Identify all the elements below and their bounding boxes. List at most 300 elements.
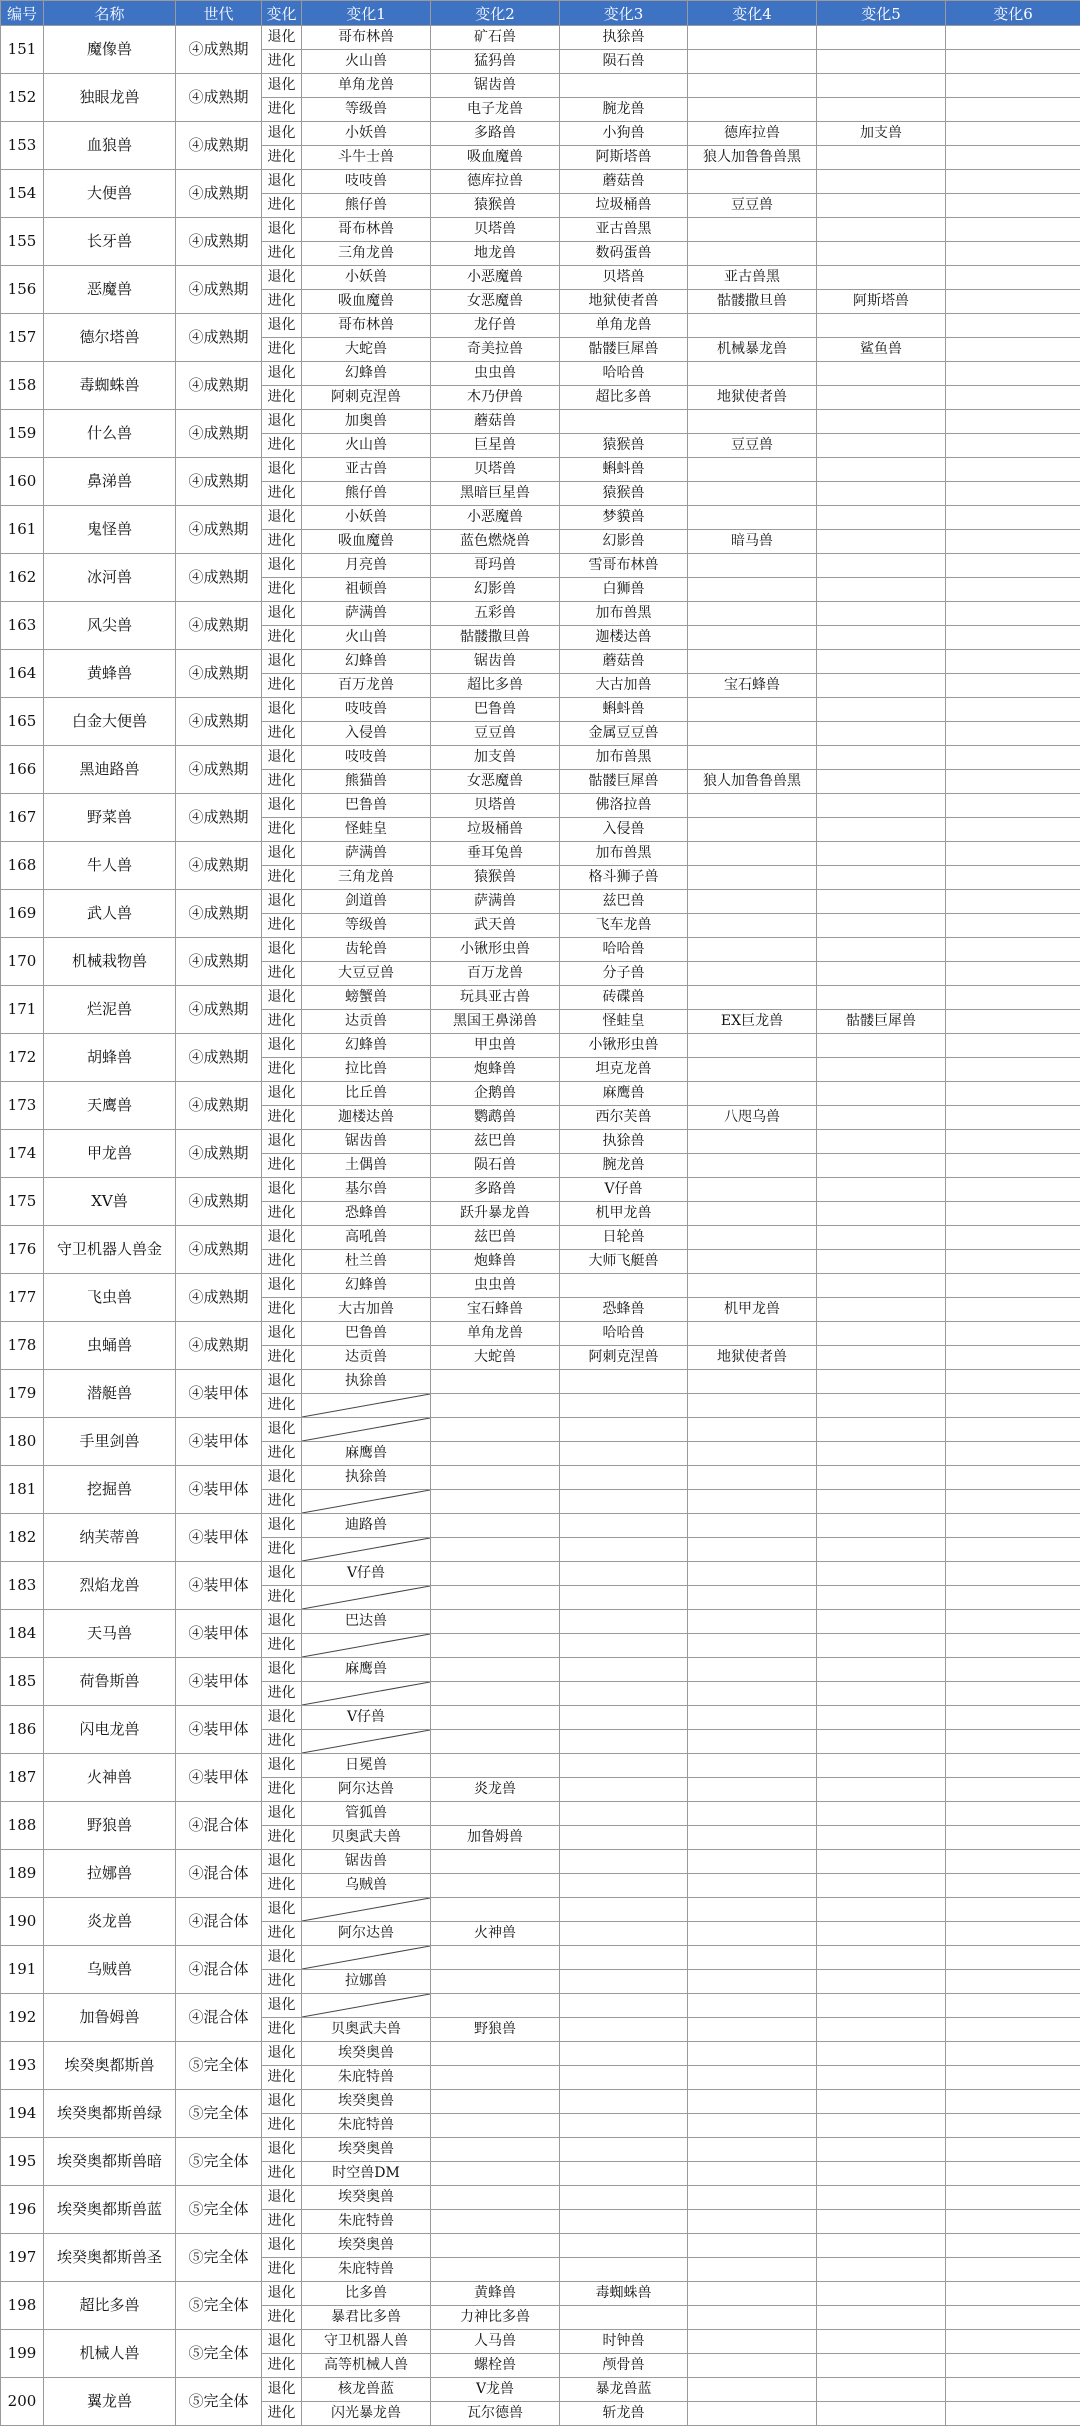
cell-change3[interactable]: 雪哥布林兽 bbox=[560, 554, 688, 578]
cell-name[interactable]: 荷鲁斯兽 bbox=[44, 1658, 176, 1706]
cell-change3[interactable] bbox=[560, 1850, 688, 1874]
cell-change4[interactable] bbox=[688, 1898, 817, 1922]
cell-change-type[interactable]: 退化 bbox=[262, 650, 302, 674]
cell-name[interactable]: 手里剑兽 bbox=[44, 1418, 176, 1466]
cell-name[interactable]: 拉娜兽 bbox=[44, 1850, 176, 1898]
cell-change2[interactable]: 吸血魔兽 bbox=[431, 146, 560, 170]
cell-change6[interactable] bbox=[946, 2186, 1080, 2210]
cell-change4[interactable] bbox=[688, 2354, 817, 2378]
cell-change3[interactable] bbox=[560, 1826, 688, 1850]
cell-change-type[interactable]: 进化 bbox=[262, 338, 302, 362]
cell-change5[interactable] bbox=[817, 1538, 946, 1562]
cell-change6[interactable] bbox=[946, 818, 1080, 842]
cell-change4[interactable] bbox=[688, 1274, 817, 1298]
cell-change4[interactable] bbox=[688, 1202, 817, 1226]
cell-change4[interactable] bbox=[688, 2306, 817, 2330]
cell-change6[interactable] bbox=[946, 746, 1080, 770]
cell-change1[interactable]: 执狳兽 bbox=[302, 1370, 431, 1394]
cell-change5[interactable] bbox=[817, 578, 946, 602]
cell-change2[interactable]: 多路兽 bbox=[431, 1178, 560, 1202]
cell-change-type[interactable]: 进化 bbox=[262, 2114, 302, 2138]
cell-change-type[interactable]: 退化 bbox=[262, 74, 302, 98]
cell-change1[interactable]: 哥布林兽 bbox=[302, 218, 431, 242]
header-cell-change5[interactable]: 变化5 bbox=[817, 1, 946, 26]
cell-change5[interactable] bbox=[817, 194, 946, 218]
cell-change1[interactable]: 吸血魔兽 bbox=[302, 530, 431, 554]
cell-change6[interactable] bbox=[946, 1202, 1080, 1226]
cell-generation[interactable]: ④成熟期 bbox=[176, 218, 262, 266]
cell-change-type[interactable]: 进化 bbox=[262, 1682, 302, 1706]
cell-change1[interactable]: 幻蜂兽 bbox=[302, 1274, 431, 1298]
cell-change6[interactable] bbox=[946, 1490, 1080, 1514]
cell-change-type[interactable]: 进化 bbox=[262, 1826, 302, 1850]
cell-change6[interactable] bbox=[946, 1634, 1080, 1658]
cell-change-type[interactable]: 进化 bbox=[262, 50, 302, 74]
cell-change2[interactable]: 蓝色燃烧兽 bbox=[431, 530, 560, 554]
cell-change4[interactable] bbox=[688, 1754, 817, 1778]
cell-generation[interactable]: ④成熟期 bbox=[176, 362, 262, 410]
cell-change2[interactable]: 猿猴兽 bbox=[431, 866, 560, 890]
cell-change6[interactable] bbox=[946, 1802, 1080, 1826]
cell-change3[interactable]: 亚古兽黑 bbox=[560, 218, 688, 242]
cell-change3[interactable]: 阿刺克涅兽 bbox=[560, 1346, 688, 1370]
cell-change-type[interactable]: 退化 bbox=[262, 1370, 302, 1394]
cell-change1[interactable]: 熊仔兽 bbox=[302, 194, 431, 218]
cell-change4[interactable] bbox=[688, 1610, 817, 1634]
cell-change6[interactable] bbox=[946, 290, 1080, 314]
cell-change2[interactable]: 超比多兽 bbox=[431, 674, 560, 698]
cell-name[interactable]: 纳芙蒂兽 bbox=[44, 1514, 176, 1562]
cell-generation[interactable]: ④成熟期 bbox=[176, 890, 262, 938]
cell-change4[interactable] bbox=[688, 242, 817, 266]
cell-change2[interactable]: 甲虫兽 bbox=[431, 1034, 560, 1058]
cell-name[interactable]: 潜艇兽 bbox=[44, 1370, 176, 1418]
cell-change3[interactable]: 坦克龙兽 bbox=[560, 1058, 688, 1082]
cell-change2[interactable]: 黑国王鼻涕兽 bbox=[431, 1010, 560, 1034]
cell-change2[interactable]: 加鲁姆兽 bbox=[431, 1826, 560, 1850]
cell-change-type[interactable]: 进化 bbox=[262, 2306, 302, 2330]
cell-change-type[interactable]: 进化 bbox=[262, 770, 302, 794]
cell-change2[interactable]: 小锹形虫兽 bbox=[431, 938, 560, 962]
cell-change-type[interactable]: 进化 bbox=[262, 1202, 302, 1226]
cell-change2[interactable]: 大蛇兽 bbox=[431, 1346, 560, 1370]
header-cell-change2[interactable]: 变化2 bbox=[431, 1, 560, 26]
cell-change2[interactable] bbox=[431, 1634, 560, 1658]
cell-generation[interactable]: ④成熟期 bbox=[176, 506, 262, 554]
cell-change1[interactable]: 暴君比多兽 bbox=[302, 2306, 431, 2330]
cell-change6[interactable] bbox=[946, 1442, 1080, 1466]
cell-change6[interactable] bbox=[946, 50, 1080, 74]
cell-generation[interactable]: ④装甲体 bbox=[176, 1658, 262, 1706]
cell-change2[interactable] bbox=[431, 1490, 560, 1514]
cell-change4[interactable] bbox=[688, 986, 817, 1010]
cell-change-type[interactable]: 进化 bbox=[262, 1634, 302, 1658]
cell-change4[interactable] bbox=[688, 170, 817, 194]
cell-name[interactable]: 野菜兽 bbox=[44, 794, 176, 842]
cell-change1[interactable]: 熊猫兽 bbox=[302, 770, 431, 794]
cell-change4[interactable] bbox=[688, 1658, 817, 1682]
cell-change-type[interactable]: 退化 bbox=[262, 1082, 302, 1106]
cell-change3[interactable] bbox=[560, 1994, 688, 2018]
cell-change1[interactable]: 幻蜂兽 bbox=[302, 1034, 431, 1058]
cell-change3[interactable]: 骷髅巨犀兽 bbox=[560, 770, 688, 794]
cell-change5[interactable] bbox=[817, 602, 946, 626]
cell-change-type[interactable]: 进化 bbox=[262, 962, 302, 986]
cell-change3[interactable]: 地狱使者兽 bbox=[560, 290, 688, 314]
cell-change3[interactable] bbox=[560, 2210, 688, 2234]
cell-change-type[interactable]: 退化 bbox=[262, 1514, 302, 1538]
cell-change5[interactable] bbox=[817, 50, 946, 74]
cell-change4[interactable]: 狼人加鲁鲁兽黑 bbox=[688, 146, 817, 170]
cell-change-type[interactable]: 退化 bbox=[262, 2090, 302, 2114]
cell-change1[interactable]: 管狐兽 bbox=[302, 1802, 431, 1826]
cell-change-type[interactable]: 退化 bbox=[262, 602, 302, 626]
cell-id[interactable]: 168 bbox=[1, 842, 44, 890]
cell-id[interactable]: 192 bbox=[1, 1994, 44, 2042]
cell-change2[interactable]: 百万龙兽 bbox=[431, 962, 560, 986]
cell-change4[interactable] bbox=[688, 962, 817, 986]
cell-change6[interactable] bbox=[946, 938, 1080, 962]
cell-change5[interactable] bbox=[817, 1682, 946, 1706]
cell-change6[interactable] bbox=[946, 602, 1080, 626]
cell-change-type[interactable]: 退化 bbox=[262, 1850, 302, 1874]
cell-change1[interactable]: 贝奥武夫兽 bbox=[302, 2018, 431, 2042]
cell-change2[interactable]: 炮蜂兽 bbox=[431, 1058, 560, 1082]
cell-change6[interactable] bbox=[946, 74, 1080, 98]
cell-change-type[interactable]: 退化 bbox=[262, 314, 302, 338]
cell-change4[interactable] bbox=[688, 2234, 817, 2258]
cell-generation[interactable]: ④装甲体 bbox=[176, 1514, 262, 1562]
cell-change4[interactable] bbox=[688, 410, 817, 434]
cell-change6[interactable] bbox=[946, 1034, 1080, 1058]
cell-change4[interactable] bbox=[688, 554, 817, 578]
cell-change1[interactable] bbox=[302, 1682, 431, 1706]
cell-change5[interactable] bbox=[817, 914, 946, 938]
cell-change2[interactable] bbox=[431, 2090, 560, 2114]
cell-change5[interactable] bbox=[817, 1058, 946, 1082]
cell-change2[interactable] bbox=[431, 1586, 560, 1610]
cell-change5[interactable] bbox=[817, 1082, 946, 1106]
cell-change4[interactable]: 机械暴龙兽 bbox=[688, 338, 817, 362]
cell-change5[interactable] bbox=[817, 1658, 946, 1682]
header-cell-change3[interactable]: 变化3 bbox=[560, 1, 688, 26]
cell-change3[interactable]: 梦貘兽 bbox=[560, 506, 688, 530]
cell-change2[interactable] bbox=[431, 2138, 560, 2162]
cell-change2[interactable] bbox=[431, 2210, 560, 2234]
cell-change6[interactable] bbox=[946, 890, 1080, 914]
cell-change-type[interactable]: 进化 bbox=[262, 866, 302, 890]
cell-change1[interactable]: 迪路兽 bbox=[302, 1514, 431, 1538]
cell-change2[interactable] bbox=[431, 2258, 560, 2282]
cell-change3[interactable] bbox=[560, 2018, 688, 2042]
cell-change1[interactable]: 亚古兽 bbox=[302, 458, 431, 482]
cell-change2[interactable]: 女恶魔兽 bbox=[431, 770, 560, 794]
cell-name[interactable]: XV兽 bbox=[44, 1178, 176, 1226]
cell-change2[interactable] bbox=[431, 1850, 560, 1874]
cell-change1[interactable] bbox=[302, 1730, 431, 1754]
cell-change1[interactable]: 入侵兽 bbox=[302, 722, 431, 746]
cell-change-type[interactable]: 进化 bbox=[262, 1586, 302, 1610]
cell-change3[interactable] bbox=[560, 1562, 688, 1586]
cell-change2[interactable]: 猿猴兽 bbox=[431, 194, 560, 218]
cell-change6[interactable] bbox=[946, 1298, 1080, 1322]
cell-name[interactable]: 挖掘兽 bbox=[44, 1466, 176, 1514]
cell-change6[interactable] bbox=[946, 2042, 1080, 2066]
cell-change6[interactable] bbox=[946, 1610, 1080, 1634]
cell-name[interactable]: 独眼龙兽 bbox=[44, 74, 176, 122]
cell-change4[interactable]: 德库拉兽 bbox=[688, 122, 817, 146]
cell-change3[interactable]: 垃圾桶兽 bbox=[560, 194, 688, 218]
cell-generation[interactable]: ④混合体 bbox=[176, 1898, 262, 1946]
cell-id[interactable]: 194 bbox=[1, 2090, 44, 2138]
cell-generation[interactable]: ④成熟期 bbox=[176, 650, 262, 698]
cell-change4[interactable]: EX巨龙兽 bbox=[688, 1010, 817, 1034]
cell-change2[interactable]: 兹巴兽 bbox=[431, 1226, 560, 1250]
cell-change1[interactable]: 吸血魔兽 bbox=[302, 290, 431, 314]
cell-change3[interactable] bbox=[560, 2066, 688, 2090]
cell-change6[interactable] bbox=[946, 314, 1080, 338]
cell-id[interactable]: 163 bbox=[1, 602, 44, 650]
cell-change2[interactable]: 小恶魔兽 bbox=[431, 506, 560, 530]
cell-change6[interactable] bbox=[946, 1226, 1080, 1250]
cell-name[interactable]: 恶魔兽 bbox=[44, 266, 176, 314]
cell-change1[interactable]: 月亮兽 bbox=[302, 554, 431, 578]
cell-change4[interactable] bbox=[688, 1586, 817, 1610]
cell-change1[interactable]: 萨满兽 bbox=[302, 842, 431, 866]
cell-change1[interactable] bbox=[302, 1946, 431, 1970]
cell-change5[interactable] bbox=[817, 1250, 946, 1274]
cell-change6[interactable] bbox=[946, 1778, 1080, 1802]
cell-name[interactable]: 风尖兽 bbox=[44, 602, 176, 650]
cell-change1[interactable]: 吱吱兽 bbox=[302, 746, 431, 770]
cell-generation[interactable]: ⑤完全体 bbox=[176, 2282, 262, 2330]
cell-change4[interactable] bbox=[688, 842, 817, 866]
cell-change4[interactable] bbox=[688, 2042, 817, 2066]
cell-change6[interactable] bbox=[946, 1898, 1080, 1922]
cell-change1[interactable]: 朱庇特兽 bbox=[302, 2066, 431, 2090]
cell-change1[interactable]: 大蛇兽 bbox=[302, 338, 431, 362]
cell-change3[interactable]: 金属豆豆兽 bbox=[560, 722, 688, 746]
cell-change4[interactable] bbox=[688, 722, 817, 746]
cell-generation[interactable]: ④成熟期 bbox=[176, 266, 262, 314]
cell-change-type[interactable]: 退化 bbox=[262, 218, 302, 242]
cell-change2[interactable]: 跃升暴龙兽 bbox=[431, 1202, 560, 1226]
cell-name[interactable]: 什么兽 bbox=[44, 410, 176, 458]
cell-name[interactable]: 鬼怪兽 bbox=[44, 506, 176, 554]
cell-change-type[interactable]: 退化 bbox=[262, 1130, 302, 1154]
cell-id[interactable]: 171 bbox=[1, 986, 44, 1034]
cell-generation[interactable]: ④成熟期 bbox=[176, 170, 262, 218]
cell-change2[interactable]: 螺栓兽 bbox=[431, 2354, 560, 2378]
cell-change2[interactable]: 小恶魔兽 bbox=[431, 266, 560, 290]
cell-id[interactable]: 186 bbox=[1, 1706, 44, 1754]
cell-change3[interactable] bbox=[560, 1730, 688, 1754]
cell-change5[interactable] bbox=[817, 26, 946, 50]
cell-change2[interactable]: 女恶魔兽 bbox=[431, 290, 560, 314]
cell-change1[interactable]: 哥布林兽 bbox=[302, 26, 431, 50]
cell-change2[interactable]: 企鹅兽 bbox=[431, 1082, 560, 1106]
cell-change-type[interactable]: 进化 bbox=[262, 1538, 302, 1562]
cell-change3[interactable]: 陨石兽 bbox=[560, 50, 688, 74]
cell-change4[interactable] bbox=[688, 1058, 817, 1082]
cell-change1[interactable]: 哥布林兽 bbox=[302, 314, 431, 338]
cell-generation[interactable]: ⑤完全体 bbox=[176, 2186, 262, 2234]
cell-name[interactable]: 机械栽物兽 bbox=[44, 938, 176, 986]
cell-change1[interactable]: 埃癸奥兽 bbox=[302, 2186, 431, 2210]
cell-change5[interactable] bbox=[817, 482, 946, 506]
cell-change3[interactable] bbox=[560, 2138, 688, 2162]
cell-change5[interactable] bbox=[817, 842, 946, 866]
cell-change3[interactable]: 入侵兽 bbox=[560, 818, 688, 842]
cell-change3[interactable]: 阿斯塔兽 bbox=[560, 146, 688, 170]
cell-generation[interactable]: ⑤完全体 bbox=[176, 2330, 262, 2378]
cell-name[interactable]: 毒蜘蛛兽 bbox=[44, 362, 176, 410]
cell-change-type[interactable]: 进化 bbox=[262, 2258, 302, 2282]
cell-change2[interactable]: 人马兽 bbox=[431, 2330, 560, 2354]
cell-id[interactable]: 187 bbox=[1, 1754, 44, 1802]
cell-change3[interactable] bbox=[560, 2258, 688, 2282]
cell-change1[interactable]: 高等机械人兽 bbox=[302, 2354, 431, 2378]
cell-generation[interactable]: ④成熟期 bbox=[176, 602, 262, 650]
cell-change2[interactable] bbox=[431, 1658, 560, 1682]
cell-change-type[interactable]: 退化 bbox=[262, 746, 302, 770]
cell-change1[interactable]: 比丘兽 bbox=[302, 1082, 431, 1106]
cell-change-type[interactable]: 进化 bbox=[262, 2162, 302, 2186]
cell-change3[interactable]: 超比多兽 bbox=[560, 386, 688, 410]
cell-change4[interactable] bbox=[688, 506, 817, 530]
cell-change6[interactable] bbox=[946, 194, 1080, 218]
cell-change6[interactable] bbox=[946, 242, 1080, 266]
cell-generation[interactable]: ④成熟期 bbox=[176, 794, 262, 842]
cell-change2[interactable] bbox=[431, 1682, 560, 1706]
cell-change4[interactable] bbox=[688, 1466, 817, 1490]
header-cell-name[interactable]: 名称 bbox=[44, 1, 176, 26]
cell-change3[interactable]: 飞车龙兽 bbox=[560, 914, 688, 938]
cell-id[interactable]: 164 bbox=[1, 650, 44, 698]
cell-change1[interactable]: 大古加兽 bbox=[302, 1298, 431, 1322]
cell-change-type[interactable]: 退化 bbox=[262, 122, 302, 146]
cell-change3[interactable] bbox=[560, 410, 688, 434]
cell-change1[interactable]: 麻鹰兽 bbox=[302, 1658, 431, 1682]
cell-change3[interactable]: 小狗兽 bbox=[560, 122, 688, 146]
cell-change4[interactable] bbox=[688, 1778, 817, 1802]
cell-change6[interactable] bbox=[946, 410, 1080, 434]
cell-change3[interactable]: 蝌蚪兽 bbox=[560, 698, 688, 722]
cell-change1[interactable]: 祖顿兽 bbox=[302, 578, 431, 602]
cell-change4[interactable]: 狼人加鲁鲁兽黑 bbox=[688, 770, 817, 794]
cell-change-type[interactable]: 退化 bbox=[262, 1274, 302, 1298]
cell-change5[interactable] bbox=[817, 1922, 946, 1946]
cell-change-type[interactable]: 进化 bbox=[262, 818, 302, 842]
cell-generation[interactable]: ④成熟期 bbox=[176, 26, 262, 74]
cell-change1[interactable]: 火山兽 bbox=[302, 50, 431, 74]
cell-change-type[interactable]: 退化 bbox=[262, 1418, 302, 1442]
cell-change5[interactable] bbox=[817, 2306, 946, 2330]
cell-change1[interactable]: 埃癸奥兽 bbox=[302, 2090, 431, 2114]
cell-change2[interactable]: 蘑菇兽 bbox=[431, 410, 560, 434]
cell-change-type[interactable]: 进化 bbox=[262, 674, 302, 698]
cell-change5[interactable] bbox=[817, 1994, 946, 2018]
cell-change3[interactable] bbox=[560, 74, 688, 98]
cell-change4[interactable] bbox=[688, 2210, 817, 2234]
cell-change4[interactable] bbox=[688, 818, 817, 842]
cell-change-type[interactable]: 进化 bbox=[262, 1346, 302, 1370]
cell-name[interactable]: 埃癸奥都斯兽绿 bbox=[44, 2090, 176, 2138]
cell-change6[interactable] bbox=[946, 1178, 1080, 1202]
cell-change-type[interactable]: 进化 bbox=[262, 2018, 302, 2042]
cell-change4[interactable] bbox=[688, 650, 817, 674]
cell-change1[interactable]: 守卫机器人兽 bbox=[302, 2330, 431, 2354]
cell-id[interactable]: 176 bbox=[1, 1226, 44, 1274]
cell-generation[interactable]: ④成熟期 bbox=[176, 1274, 262, 1322]
cell-change1[interactable]: 剑道兽 bbox=[302, 890, 431, 914]
cell-change6[interactable] bbox=[946, 962, 1080, 986]
cell-change2[interactable] bbox=[431, 1874, 560, 1898]
cell-change2[interactable] bbox=[431, 2066, 560, 2090]
cell-change-type[interactable]: 退化 bbox=[262, 1754, 302, 1778]
cell-id[interactable]: 193 bbox=[1, 2042, 44, 2090]
cell-name[interactable]: 白金大便兽 bbox=[44, 698, 176, 746]
cell-change4[interactable] bbox=[688, 458, 817, 482]
cell-change5[interactable] bbox=[817, 2282, 946, 2306]
cell-id[interactable]: 197 bbox=[1, 2234, 44, 2282]
cell-change6[interactable] bbox=[946, 1562, 1080, 1586]
header-cell-change1[interactable]: 变化1 bbox=[302, 1, 431, 26]
cell-name[interactable]: 埃癸奥都斯兽暗 bbox=[44, 2138, 176, 2186]
cell-change3[interactable] bbox=[560, 2162, 688, 2186]
cell-change3[interactable] bbox=[560, 1610, 688, 1634]
cell-change3[interactable]: 小锹形虫兽 bbox=[560, 1034, 688, 1058]
cell-change2[interactable]: 炮蜂兽 bbox=[431, 1250, 560, 1274]
cell-change2[interactable] bbox=[431, 2114, 560, 2138]
cell-change1[interactable]: V仔兽 bbox=[302, 1562, 431, 1586]
cell-change6[interactable] bbox=[946, 1370, 1080, 1394]
cell-change2[interactable]: 黑暗巨星兽 bbox=[431, 482, 560, 506]
cell-change6[interactable] bbox=[946, 1658, 1080, 1682]
cell-change6[interactable] bbox=[946, 626, 1080, 650]
cell-name[interactable]: 血狼兽 bbox=[44, 122, 176, 170]
cell-change5[interactable] bbox=[817, 242, 946, 266]
cell-change2[interactable]: 木乃伊兽 bbox=[431, 386, 560, 410]
cell-change3[interactable]: 西尔芙兽 bbox=[560, 1106, 688, 1130]
cell-change4[interactable]: 地狱使者兽 bbox=[688, 1346, 817, 1370]
cell-change2[interactable] bbox=[431, 2234, 560, 2258]
cell-change4[interactable] bbox=[688, 362, 817, 386]
cell-change-type[interactable]: 进化 bbox=[262, 482, 302, 506]
cell-change5[interactable] bbox=[817, 506, 946, 530]
cell-change1[interactable]: 巴达兽 bbox=[302, 1610, 431, 1634]
cell-generation[interactable]: ④成熟期 bbox=[176, 458, 262, 506]
cell-change-type[interactable]: 退化 bbox=[262, 842, 302, 866]
cell-change6[interactable] bbox=[946, 674, 1080, 698]
cell-change2[interactable] bbox=[431, 1538, 560, 1562]
cell-change3[interactable] bbox=[560, 1898, 688, 1922]
cell-id[interactable]: 184 bbox=[1, 1610, 44, 1658]
cell-change-type[interactable]: 退化 bbox=[262, 26, 302, 50]
cell-change5[interactable] bbox=[817, 1586, 946, 1610]
cell-generation[interactable]: ④成熟期 bbox=[176, 842, 262, 890]
cell-change3[interactable] bbox=[560, 1706, 688, 1730]
cell-change3[interactable] bbox=[560, 1514, 688, 1538]
cell-id[interactable]: 199 bbox=[1, 2330, 44, 2378]
cell-change3[interactable] bbox=[560, 2114, 688, 2138]
cell-change5[interactable] bbox=[817, 1490, 946, 1514]
cell-change1[interactable]: 达贡兽 bbox=[302, 1346, 431, 1370]
cell-change5[interactable] bbox=[817, 794, 946, 818]
cell-change6[interactable] bbox=[946, 2234, 1080, 2258]
cell-change4[interactable] bbox=[688, 890, 817, 914]
cell-change1[interactable] bbox=[302, 1994, 431, 2018]
